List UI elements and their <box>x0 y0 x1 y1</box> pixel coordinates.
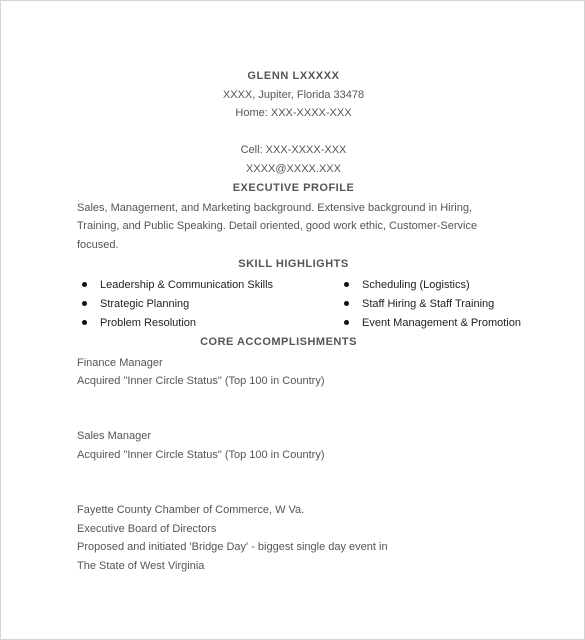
accomplishment-line: Sales Manager <box>77 430 151 442</box>
accomplishments-heading: CORE ACCOMPLISHMENTS <box>200 336 357 348</box>
candidate-name: GLENN LXXXXX <box>247 70 340 82</box>
skill-item: Leadership & Communication Skills <box>100 279 274 291</box>
home-phone: Home: XXX-XXXX-XXX <box>235 107 352 119</box>
skills-heading: SKILL HIGHLIGHTS <box>238 258 349 270</box>
bullet-icon <box>344 301 349 306</box>
bullet-icon <box>344 282 349 287</box>
accomplishment-line: Acquired "Inner Circle Status" (Top 100 in Country) <box>77 375 325 387</box>
skill-item: Event Management & Promotion <box>362 317 521 329</box>
skill-item: Staff Hiring & Staff Training <box>362 298 495 310</box>
cell-phone: Cell: XXX-XXXX-XXX <box>240 144 347 156</box>
profile-line: Sales, Management, and Marketing background. Extensive background in Hiring, <box>77 202 473 214</box>
accomplishment-line: Finance Manager <box>77 357 163 369</box>
skill-item: Scheduling (Logistics) <box>362 279 470 291</box>
bullet-icon <box>82 320 87 325</box>
profile-heading: EXECUTIVE PROFILE <box>232 182 355 194</box>
accomplishment-line: Proposed and initiated 'Bridge Day' - biggest single day event in <box>77 541 388 553</box>
bullet-icon <box>82 282 87 287</box>
skill-item: Problem Resolution <box>100 317 196 329</box>
bullet-icon <box>344 320 349 325</box>
skill-item: Strategic Planning <box>100 298 190 310</box>
profile-line: Training, and Public Speaking. Detail oriented, good work ethic, Customer-Service <box>77 220 478 232</box>
profile-line: focused. <box>77 239 119 251</box>
accomplishment-line: The State of West Virginia <box>77 560 205 572</box>
address-line: XXXX, Jupiter, Florida 33478 <box>222 89 365 101</box>
bullet-icon <box>82 301 87 306</box>
accomplishment-line: Acquired "Inner Circle Status" (Top 100 in Country) <box>77 449 325 461</box>
accomplishment-line: Fayette County Chamber of Commerce, W Va. <box>77 504 305 516</box>
email-address: XXXX@XXXX.XXX <box>246 163 341 175</box>
accomplishment-line: Executive Board of Directors <box>77 523 217 535</box>
